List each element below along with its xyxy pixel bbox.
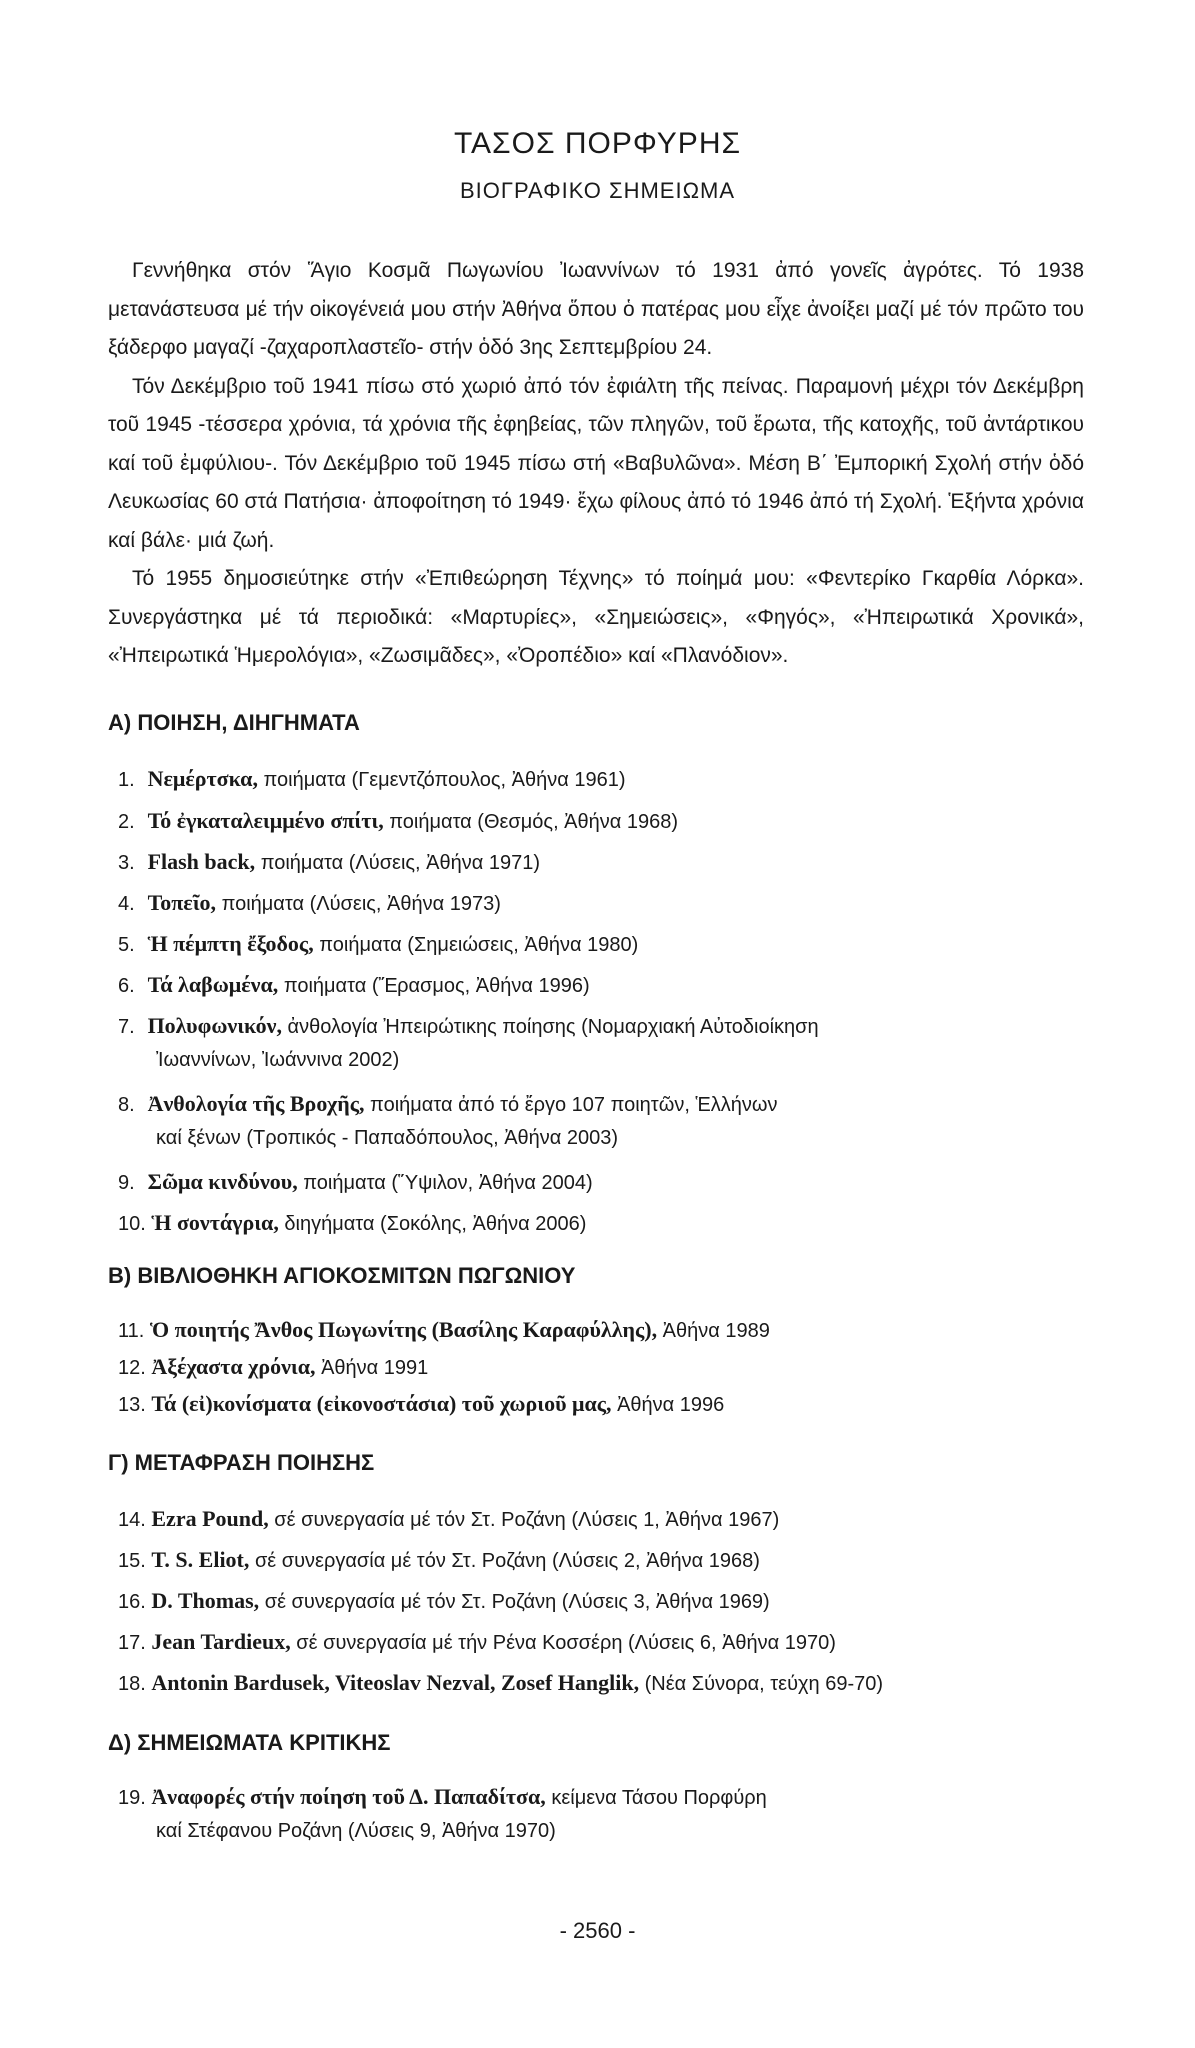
entry-details: Ἀθήνα 1991	[315, 1357, 429, 1379]
entry-details: σέ συνεργασία μέ τόν Στ. Ροζάνη (Λύσεις 3, Ἀθήνα 1969)	[259, 1591, 770, 1613]
bibliography-entry	[118, 1165, 1098, 1200]
document-subtitle: ΒΙΟΓΡΑΦΙΚΟ ΣΗΜΕΙΩΜΑ	[459, 178, 736, 203]
entry-details: σέ συνεργασία μέ τόν Στ. Ροζάνη (Λύσεις 1, Ἀθήνα 1967)	[268, 1509, 780, 1531]
bibliography-entry	[118, 1625, 1098, 1660]
entry-number: 4.	[118, 893, 135, 915]
entry-title: Ἀναφορές στήν ποίηση τοῦ Δ. Παπαδίτσα,	[151, 1784, 546, 1809]
bio-paragraph: Τόν Δεκέμβριο τοῦ 1941 πίσω στό χωριό ἀπό τόν ἐφιάλτη τῆς πείνας. Παραμονή μέχρι τόν Δεκέμβρη τοῦ 1945 -τέσσερα χρόνια, τά χρόνια τῆς ἐφηβείας, τῶν πληγῶν, τοῦ ἔρωτα, τῆς κατοχῆς, τοῦ ἀντάρτικου καί τοῦ ἐμφύλιου-. Τόν Δεκέμβριο τοῦ 1945 πίσω στή «Βαβυλῶνα». Μέση Β΄ Ἐμπορική Σχολή στήν ὁδό Λευκωσίας 60 στά Πατήσια· ἀποφοίτηση τό 1949· ἔχω φίλους ἀπό τό 1946 ἀπό τή Σχολή. Ἑξήντα χρόνια καί βάλε· μιά ζωή.	[108, 374, 1084, 552]
bibliography-entry	[118, 1087, 1098, 1155]
entry-details: σέ συνεργασία μέ τήν Ρένα Κοσσέρη (Λύσεις 6, Ἀθήνα 1970)	[290, 1632, 836, 1654]
entry-title: Πολυφωνικόν,	[147, 1013, 282, 1038]
author-name-title: ΤΑΣΟΣ ΠΟΡΦΥΡΗΣ	[453, 127, 742, 160]
entry-title: Ἀνθολογία τῆς Βροχῆς,	[147, 1091, 365, 1116]
bibliography-entry	[118, 1009, 1098, 1077]
entry-number: 12.	[118, 1357, 146, 1379]
entry-title: T. S. Eliot,	[151, 1547, 250, 1572]
entry-number: 17.	[118, 1632, 146, 1654]
entry-number: 3.	[118, 852, 135, 874]
entry-details: ποιήματα (Θεσμός, Ἀθήνα 1968)	[383, 811, 679, 833]
entry-details: σέ συνεργασία μέ τόν Στ. Ροζάνη (Λύσεις 2, Ἀθήνα 1968)	[249, 1550, 760, 1572]
entry-details: ποιήματα ἀπό τό ἔργο 107 ποιητῶν, Ἑλλήνων	[364, 1094, 778, 1116]
entry-number: 18.	[118, 1673, 146, 1695]
bibliography-entry	[118, 1543, 1098, 1578]
entry-title: Antonin Bardusek, Viteoslav Nezval, Zosef Hanglik,	[151, 1670, 640, 1695]
bibliography-entry	[118, 1350, 1098, 1385]
entry-number: 19.	[118, 1787, 146, 1809]
entry-number: 14.	[118, 1509, 146, 1531]
entry-title: Τά λαβωμένα,	[147, 972, 279, 997]
bibliography-entry	[118, 804, 1098, 839]
entry-number: 2.	[118, 811, 135, 833]
section-heading-poetry: Α) ΠΟΙΗΣΗ, ΔΙΗΓΗΜΑΤΑ	[108, 710, 360, 735]
entry-details: ποιήματα (Γεμεντζόπουλος, Ἀθήνα 1961)	[257, 769, 626, 791]
bibliography-entry	[118, 886, 1098, 921]
bibliography-entry	[118, 1387, 1098, 1422]
entry-title: Ἡ σοντάγρια,	[151, 1210, 279, 1235]
bibliography-entry	[118, 968, 1098, 1003]
entry-title: Ὁ ποιητής Ἄνθος Πωγωνίτης (Βασίλης Καραφύλλης),	[149, 1317, 658, 1342]
section-heading-translation: Γ) ΜΕΤΑΦΡΑΣΗ ΠΟΙΗΣΗΣ	[108, 1450, 375, 1475]
entry-details: διηγήματα (Σοκόλης, Ἀθήνα 2006)	[278, 1213, 587, 1235]
entry-details: ποιήματα (Λύσεις, Ἀθήνα 1973)	[216, 893, 501, 915]
entry-title: D. Thomas,	[151, 1588, 260, 1613]
bibliography-entry	[118, 1502, 1098, 1537]
entry-details: ποιήματα (Σημειώσεις, Ἀθήνα 1980)	[313, 934, 639, 956]
bibliography-entry	[118, 1584, 1098, 1619]
entry-number: 7.	[118, 1016, 135, 1038]
page-number: - 2560 -	[559, 1918, 636, 1943]
entry-number: 9.	[118, 1172, 135, 1194]
entry-number: 16.	[118, 1591, 146, 1613]
entry-number: 15.	[118, 1550, 146, 1572]
entry-details: ποιήματα (Ἔρασμος, Ἀθήνα 1996)	[278, 975, 590, 997]
entry-title: Νεμέρτσκα,	[147, 766, 258, 791]
entry-title: Ἀξέχαστα χρόνια,	[151, 1354, 316, 1379]
entry-title: Τά (εἰ)κονίσματα (εἰκονοστάσια) τοῦ χωριοῦ μας,	[151, 1391, 612, 1416]
entry-title: Ezra Pound,	[151, 1506, 269, 1531]
entry-title: Σῶμα κινδύνου,	[147, 1169, 298, 1194]
entry-title: Τό ἐγκαταλειμμένο σπίτι,	[147, 808, 384, 833]
entry-details: κείμενα Τάσου Πορφύρη	[545, 1787, 767, 1809]
entry-number: 5.	[118, 934, 135, 956]
entry-details: ποιήματα (Λύσεις, Ἀθήνα 1971)	[255, 852, 541, 874]
entry-details: (Νέα Σύνορα, τεύχη 69-70)	[639, 1673, 884, 1695]
bio-paragraph: Τό 1955 δημοσιεύτηκε στήν «Ἐπιθεώρηση Τέχνης» τό ποίημά μου: «Φεντερίκο Γκαρθία Λόρκα». Συνεργάστηκα μέ τά περιοδικά: «Μαρτυρίες», «Σημειώσεις», «Φηγός», «Ἠπειρωτικά Χρονικά», «Ἠπειρωτικά Ἡμερολόγια», «Ζωσιμᾶδες», «Ὀροπέδιο» καί «Πλανόδιον».	[108, 567, 1084, 667]
entry-number: 10.	[118, 1213, 146, 1235]
entry-title: Jean Tardieux,	[151, 1629, 291, 1654]
bibliography-entry	[118, 845, 1098, 880]
section-heading-criticism: Δ) ΣΗΜΕΙΩΜΑΤΑ ΚΡΙΤΙΚΗΣ	[108, 1730, 391, 1755]
entry-title: Ἡ πέμπτη ἔξοδος,	[147, 931, 314, 956]
entry-title: Τοπεῖο,	[147, 890, 217, 915]
bibliography-entry	[118, 1666, 1098, 1701]
bibliography-entry	[118, 927, 1098, 962]
entry-title: Flash back,	[147, 849, 256, 874]
entry-number: 11.	[118, 1320, 145, 1342]
entry-details: Ἀθήνα 1989	[657, 1320, 770, 1342]
entry-number: 1.	[118, 769, 135, 791]
section-heading-library: Β) ΒΙΒΛΙΟΘΗΚΗ ΑΓΙΟΚΟΣΜΙΤΩΝ ΠΩΓΩΝΙΟΥ	[108, 1263, 576, 1288]
bibliography-entry	[118, 1780, 1098, 1848]
bibliography-entry	[118, 762, 1098, 797]
entry-continuation: καί Στέφανου Ροζάνη (Λύσεις 9, Ἀθήνα 1970)	[156, 1820, 556, 1842]
entry-number: 13.	[118, 1394, 146, 1416]
entry-details: Ἀθήνα 1996	[611, 1394, 725, 1416]
entry-details: ποιήματα (Ὕψιλον, Ἀθήνα 2004)	[297, 1172, 593, 1194]
bibliography-entry	[118, 1313, 1098, 1348]
entry-continuation: Ἰωαννίνων, Ἰωάννινα 2002)	[156, 1049, 400, 1071]
biography-text	[108, 252, 1084, 676]
entry-number: 6.	[118, 975, 135, 997]
entry-details: ἀνθολογία Ἠπειρώτικης ποίησης (Νομαρχιακή Αὐτοδιοίκηση	[281, 1016, 819, 1038]
entry-continuation: καί ξένων (Τροπικός - Παπαδόπουλος, Ἀθήνα 2003)	[156, 1127, 619, 1149]
entry-number: 8.	[118, 1094, 135, 1116]
bibliography-entry	[118, 1206, 1098, 1241]
bio-paragraph: Γεννήθηκα στόν Ἅγιο Κοσμᾶ Πωγωνίου Ἰωαννίνων τό 1931 ἀπό γονεῖς ἀγρότες. Τό 1938 μετανάστευσα μέ τήν οἰκογένειά μου στήν Ἀθήνα ὅπου ὁ πατέρας μου εἶχε ἀνοίξει μαζί μέ τόν πρῶτο του ξάδερφο μαγαζί -ζαχαροπλαστεῖο- στήν ὁδό 3ης Σεπτεμβρίου 24.	[108, 259, 1084, 359]
